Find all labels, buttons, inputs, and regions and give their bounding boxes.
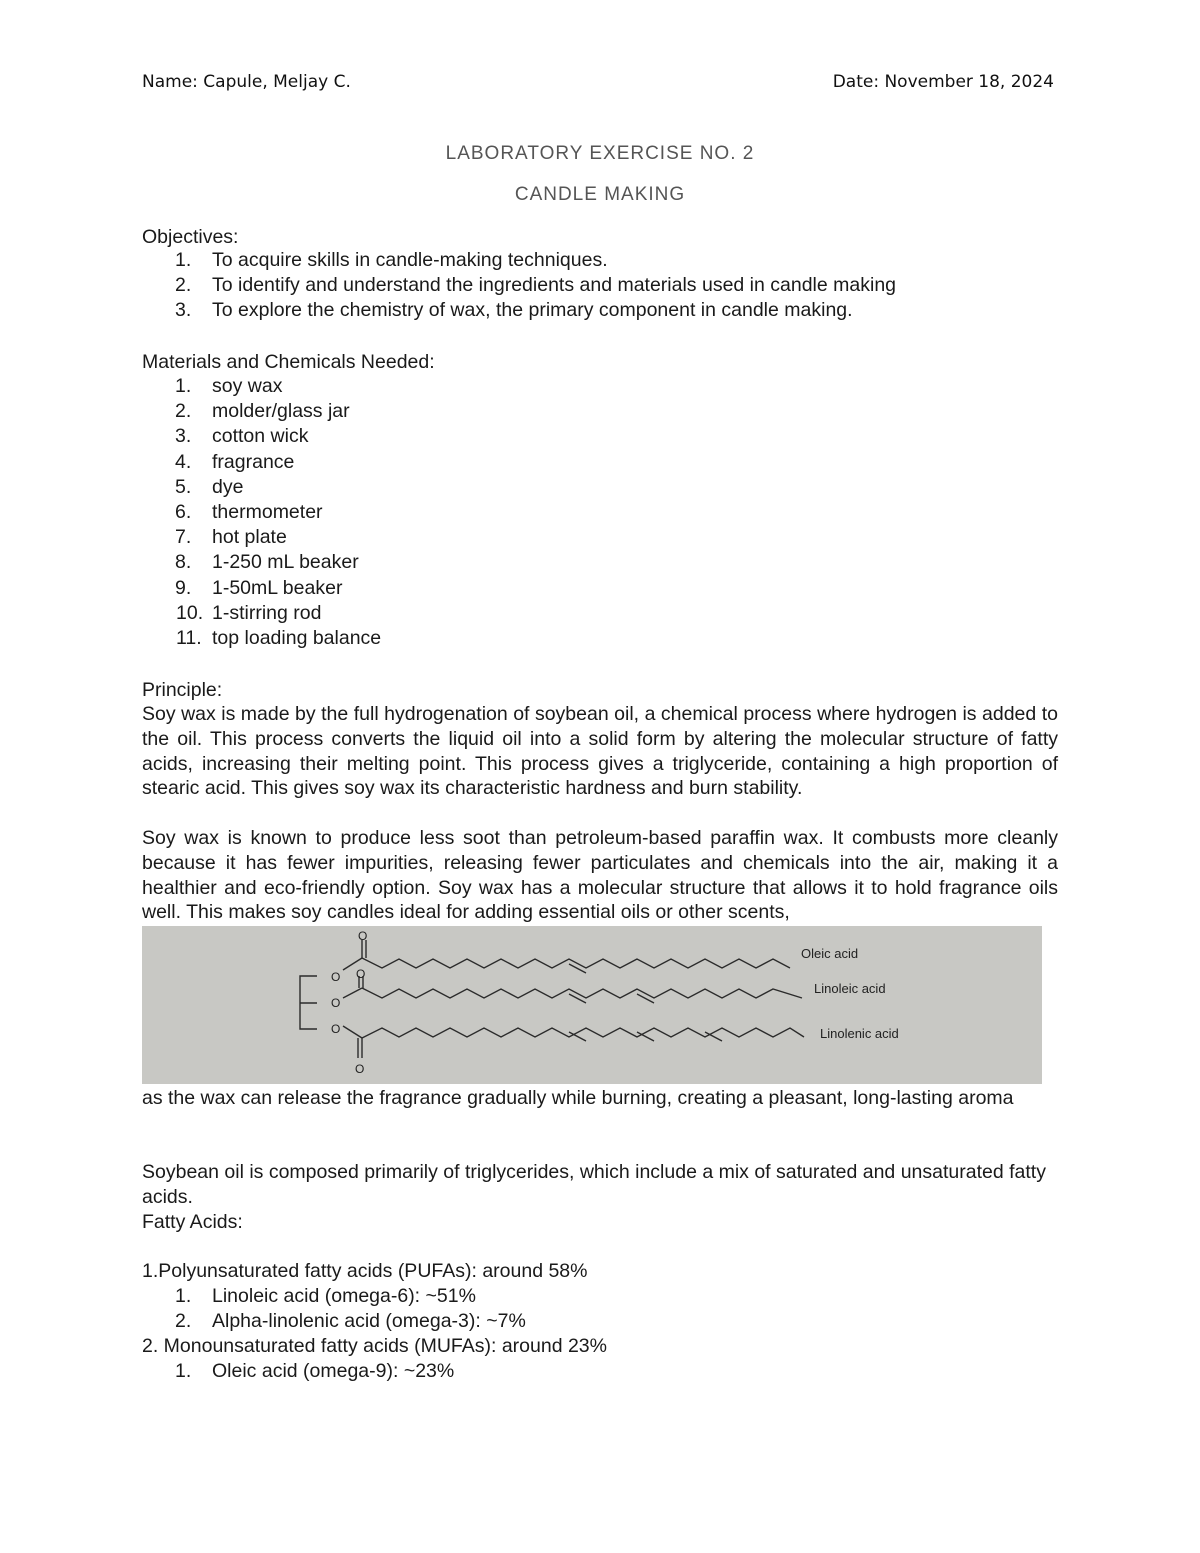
pufa-list [142, 1284, 1058, 1334]
item-number: 1. [175, 375, 192, 397]
item-number: 11. [176, 626, 202, 649]
item-number: 3. [175, 425, 192, 448]
linolenic-acid-label: Linolenic acid [820, 1026, 899, 1041]
exercise-subtitle: CANDLE MAKING [514, 184, 686, 205]
item-number: 2. [175, 1310, 192, 1333]
list-item [142, 475, 1058, 500]
materials-heading: Materials and Chemicals Needed: [142, 351, 435, 373]
triglyceride-structure-diagram [142, 926, 1042, 1084]
list-item [142, 374, 1058, 399]
student-name: Name: Capule, Meljay C. [142, 72, 351, 92]
item-number: 5. [175, 475, 192, 498]
mufa-heading: 2. Monounsaturated fatty acids (MUFAs): around 23% [142, 1335, 607, 1357]
item-text: To explore the chemistry of wax, the primary component in candle making. [212, 299, 853, 322]
oxygen-atom-label: O [331, 970, 341, 984]
item-number: 3. [175, 299, 192, 322]
objectives-list [142, 248, 1058, 324]
oxygen-atom-label: O [356, 967, 366, 981]
item-number: 6. [175, 500, 192, 523]
list-item [142, 1359, 1058, 1384]
item-text: hot plate [212, 526, 287, 549]
principle-heading: Principle: [142, 679, 223, 701]
principle-paragraph-4: Soybean oil is composed primarily of triglycerides, which include a mix of saturated and unsaturated fatty acids. [142, 1161, 1046, 1208]
item-text: top loading balance [212, 626, 382, 649]
exercise-date: Date: November 18, 2024 [832, 72, 1054, 92]
list-item [142, 450, 1058, 475]
item-text: Oleic acid (omega-9): ~23% [212, 1360, 455, 1382]
objectives-heading: Objectives: [142, 226, 239, 248]
list-item [142, 550, 1058, 575]
item-number: 1. [175, 1285, 192, 1307]
oxygen-atom-label: O [355, 1062, 365, 1076]
oxygen-atom-label: O [331, 996, 341, 1010]
oxygen-atom-label: O [358, 929, 368, 943]
item-text: Linoleic acid (omega-6): ~51% [212, 1285, 476, 1307]
list-item [142, 500, 1058, 525]
list-item [142, 525, 1058, 550]
item-number: 7. [175, 526, 192, 549]
principle-paragraph-3: as the wax can release the fragrance gradually while burning, creating a pleasant, long-lasting aroma [142, 1087, 1014, 1109]
item-number: 1. [175, 249, 192, 271]
item-text: fragrance [212, 450, 295, 473]
item-text: To identify and understand the ingredients and materials used in candle making [212, 274, 897, 297]
pufa-heading: 1.Polyunsaturated fatty acids (PUFAs): around 58% [142, 1260, 588, 1282]
list-item [142, 399, 1058, 424]
linoleic-acid-label: Linoleic acid [814, 981, 886, 996]
list-item [142, 273, 1058, 298]
item-text: 1-250 mL beaker [212, 551, 359, 574]
list-item [142, 248, 1058, 273]
item-text: To acquire skills in candle-making techniques. [212, 249, 608, 271]
item-text: soy wax [212, 375, 283, 397]
item-text: thermometer [212, 500, 323, 523]
item-number: 10. [176, 601, 204, 624]
item-number: 4. [175, 450, 192, 473]
list-item [142, 576, 1058, 601]
oleic-acid-label: Oleic acid [801, 946, 859, 961]
item-text: 1-50mL beaker [212, 576, 343, 599]
item-text: cotton wick [212, 425, 309, 448]
exercise-title: LABORATORY EXERCISE NO. 2 [445, 143, 755, 164]
materials-list [142, 374, 1058, 651]
item-text: Alpha-linolenic acid (omega-3): ~7% [212, 1310, 526, 1333]
list-item [142, 298, 1058, 323]
list-item [142, 1309, 1058, 1334]
triglyceride-structure-figure [142, 926, 1042, 1084]
principle-paragraph-2: Soy wax is known to produce less soot than petroleum-based paraffin wax. It combusts more cleanly because it has fewer impurities, releasing fewer particulates and chemicals into the air, making it a healthier and eco-friendly option. Soy wax has a molecular structure that allows it to hold fragrance oils well. This makes soy candles ideal for adding essential oils or other scents, [142, 827, 1058, 924]
oxygen-atom-label: O [331, 1022, 341, 1036]
item-number: 1. [175, 1360, 192, 1382]
list-item [142, 424, 1058, 449]
item-text: molder/glass jar [212, 400, 350, 423]
item-number: 2. [175, 400, 192, 423]
mufa-list [142, 1359, 1058, 1384]
list-item [142, 1284, 1058, 1309]
fatty-acids-heading: Fatty Acids: [142, 1211, 243, 1233]
item-text: dye [212, 475, 244, 498]
principle-paragraph-1: Soy wax is made by the full hydrogenation of soybean oil, a chemical process where hydrogen is added to the oil. This process converts the liquid oil into a solid form by altering the molecular structure of fatty acids, increasing their melting point. This process gives a triglyceride, containing a high proportion of stearic acid. This gives soy wax its characteristic hardness and burn stability. [142, 703, 1058, 800]
item-text: 1-stirring rod [212, 601, 322, 624]
item-number: 2. [175, 274, 192, 297]
item-number: 9. [175, 576, 192, 599]
item-number: 8. [175, 551, 192, 574]
list-item [142, 626, 1058, 651]
list-item [142, 601, 1058, 626]
